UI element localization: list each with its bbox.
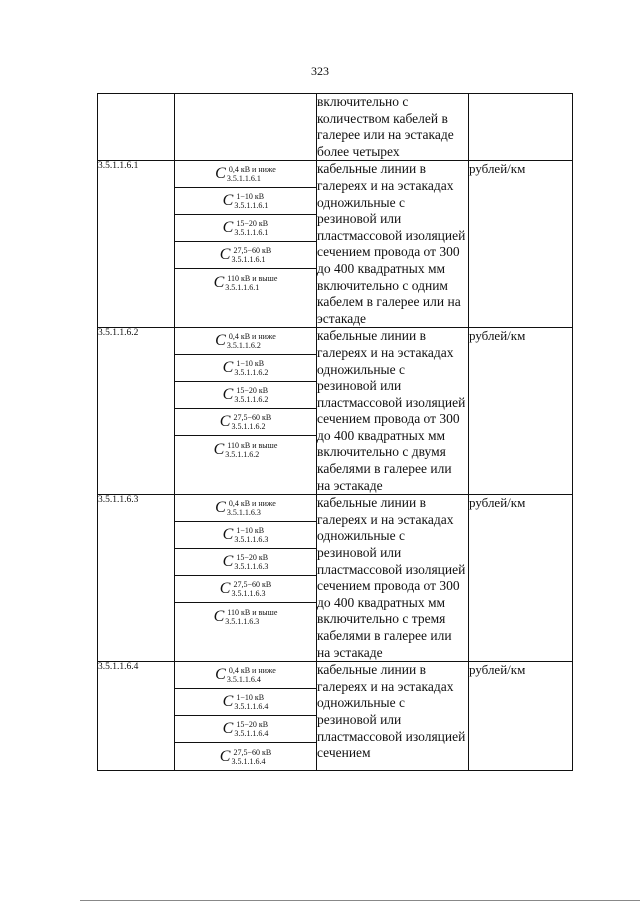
voltage-class: 110 кВ и выше	[227, 273, 278, 283]
symbol-letter: C	[222, 219, 234, 237]
symbol-index: 3.5.1.1.6.4	[226, 675, 261, 685]
symbol-letter: C	[215, 499, 226, 517]
voltage-class: 0,4 кВ и ниже	[228, 499, 276, 509]
description-cell: кабельные линии в галереях и на эстакадах одножильные с резиновой или пластмассовой изоляцией сечением провода от 300 до 400 квадратных мм включительно с тремя кабелями в галерее или на эстакаде	[317, 495, 469, 662]
symbol-letter: C	[222, 720, 234, 738]
description-cell: включительно с количеством кабелей в галерее или на эстакаде более четырех	[317, 94, 469, 161]
voltage-class: 0,4 кВ и ниже	[228, 666, 276, 676]
tariff-symbol	[175, 522, 316, 549]
tariff-symbol	[175, 242, 316, 269]
unit-cell: рублей/км	[469, 662, 573, 771]
symbol-index: 3.5.1.1.6.3	[234, 535, 269, 545]
unit-cell: рублей/км	[469, 161, 573, 328]
symbol-index: 3.5.1.1.6.3	[226, 508, 261, 518]
formula	[223, 553, 269, 571]
symbol-index: 3.5.1.1.6.4	[234, 702, 269, 712]
symbol-letter: C	[222, 526, 234, 544]
symbol-letter: C	[213, 273, 225, 291]
voltage-class: 27,5−60 кВ	[233, 246, 272, 256]
voltage-class: 0,4 кВ и ниже	[228, 332, 276, 342]
symbol-letter: C	[222, 359, 234, 377]
symbol-index: 3.5.1.1.6.1	[225, 282, 260, 292]
symbol-letter: C	[222, 693, 234, 711]
table-row	[98, 662, 573, 771]
formula	[220, 748, 271, 766]
formula	[214, 441, 278, 459]
tariff-symbol	[175, 576, 316, 603]
tariff-table	[97, 93, 573, 771]
voltage-class: 110 кВ и выше	[227, 607, 278, 617]
symbol-index: 3.5.1.1.6.2	[225, 449, 260, 459]
symbol-index: 3.5.1.1.6.2	[231, 422, 266, 432]
symbol-index: 3.5.1.1.6.3	[225, 616, 260, 626]
formula	[223, 219, 269, 237]
code-cell: 3.5.1.1.6.3	[98, 495, 175, 662]
formula	[223, 386, 269, 404]
description-cell: кабельные линии в галереях и на эстакадах одножильные с резиновой или пластмассовой изоляцией сечением провода от 300 до 400 квадратных мм включительно с двумя кабелями в галерее или на эстакаде	[317, 328, 469, 495]
symbol-letter: C	[219, 246, 231, 264]
code-cell: 3.5.1.1.6.2	[98, 328, 175, 495]
formula	[220, 580, 271, 598]
tariff-symbol	[175, 436, 316, 463]
tariff-symbol	[175, 409, 316, 436]
tariff-symbol	[175, 269, 316, 296]
formula	[223, 526, 269, 544]
symbol-letter: C	[215, 165, 226, 183]
symbol-index: 3.5.1.1.6.2	[234, 395, 269, 405]
formula	[223, 192, 269, 210]
voltage-class: 15−20 кВ	[236, 219, 269, 229]
symbol-letter: C	[219, 580, 231, 598]
tariff-symbol	[175, 355, 316, 382]
formula	[214, 608, 278, 626]
tariff-symbol	[175, 215, 316, 242]
formula	[214, 274, 278, 292]
formula	[215, 666, 276, 684]
symbol-index: 3.5.1.1.6.3	[231, 589, 266, 599]
tariff-symbol	[175, 689, 316, 716]
symbol-cell	[175, 495, 317, 662]
symbol-cell	[175, 94, 317, 161]
symbol-letter: C	[213, 607, 225, 625]
voltage-class: 15−20 кВ	[236, 553, 269, 563]
symbol-cell	[175, 328, 317, 495]
symbol-letter: C	[219, 747, 231, 765]
unit-cell: рублей/км	[469, 328, 573, 495]
voltage-class: 27,5−60 кВ	[233, 580, 272, 590]
symbol-index: 3.5.1.1.6.4	[231, 756, 266, 766]
symbol-cell	[175, 161, 317, 328]
voltage-class: 1−10 кВ	[236, 526, 265, 536]
tariff-symbol	[175, 161, 316, 188]
table-row	[98, 495, 573, 662]
symbol-index: 3.5.1.1.6.3	[234, 562, 269, 572]
symbol-letter: C	[213, 440, 225, 458]
code-cell	[98, 94, 175, 161]
page-number: 323	[311, 64, 329, 78]
formula	[215, 499, 276, 517]
formula	[223, 720, 269, 738]
formula	[223, 693, 269, 711]
formula	[223, 359, 269, 377]
tariff-symbol	[175, 716, 316, 743]
symbol-index: 3.5.1.1.6.4	[234, 729, 269, 739]
description-cell: кабельные линии в галереях и на эстакадах одножильные с резиновой или пластмассовой изоляцией сечением провода от 300 до 400 квадратных мм включительно с одним кабелем в галерее или на эстакаде	[317, 161, 469, 328]
symbol-letter: C	[219, 413, 231, 431]
symbol-letter: C	[215, 666, 226, 684]
symbol-letter: C	[215, 332, 226, 350]
tariff-symbol	[175, 743, 316, 770]
page-edge-line	[80, 900, 640, 901]
description-cell: кабельные линии в галереях и на эстакадах одножильные с резиновой или пластмассовой изоляцией сечением	[317, 662, 469, 771]
symbol-index: 3.5.1.1.6.2	[234, 368, 269, 378]
tariff-symbol	[175, 328, 316, 355]
symbol-index: 3.5.1.1.6.1	[234, 201, 269, 211]
tariff-symbol	[175, 603, 316, 630]
tariff-symbol	[175, 382, 316, 409]
formula	[220, 413, 271, 431]
formula	[215, 165, 276, 183]
voltage-class: 110 кВ и выше	[227, 440, 278, 450]
symbol-letter: C	[222, 553, 234, 571]
unit-cell: рублей/км	[469, 495, 573, 662]
voltage-class: 15−20 кВ	[236, 386, 269, 396]
symbol-index: 3.5.1.1.6.1	[234, 228, 269, 238]
code-cell: 3.5.1.1.6.4	[98, 662, 175, 771]
table-row	[98, 94, 573, 161]
code-cell: 3.5.1.1.6.1	[98, 161, 175, 328]
table-row	[98, 328, 573, 495]
voltage-class: 0,4 кВ и ниже	[228, 165, 276, 175]
formula	[215, 332, 276, 350]
voltage-class: 1−10 кВ	[236, 693, 265, 703]
voltage-class: 27,5−60 кВ	[233, 413, 272, 423]
tariff-symbol	[175, 495, 316, 522]
symbol-index: 3.5.1.1.6.1	[226, 174, 261, 184]
symbol-cell	[175, 662, 317, 771]
unit-cell	[469, 94, 573, 161]
voltage-class: 1−10 кВ	[236, 359, 265, 369]
voltage-class: 15−20 кВ	[236, 720, 269, 730]
symbol-index: 3.5.1.1.6.2	[226, 341, 261, 351]
table-row	[98, 161, 573, 328]
tariff-symbol	[175, 188, 316, 215]
voltage-class: 27,5−60 кВ	[233, 747, 272, 757]
symbol-letter: C	[222, 192, 234, 210]
tariff-symbol	[175, 549, 316, 576]
symbol-letter: C	[222, 386, 234, 404]
symbol-index: 3.5.1.1.6.1	[231, 255, 266, 265]
formula	[220, 246, 271, 264]
voltage-class: 1−10 кВ	[236, 192, 265, 202]
tariff-symbol	[175, 662, 316, 689]
